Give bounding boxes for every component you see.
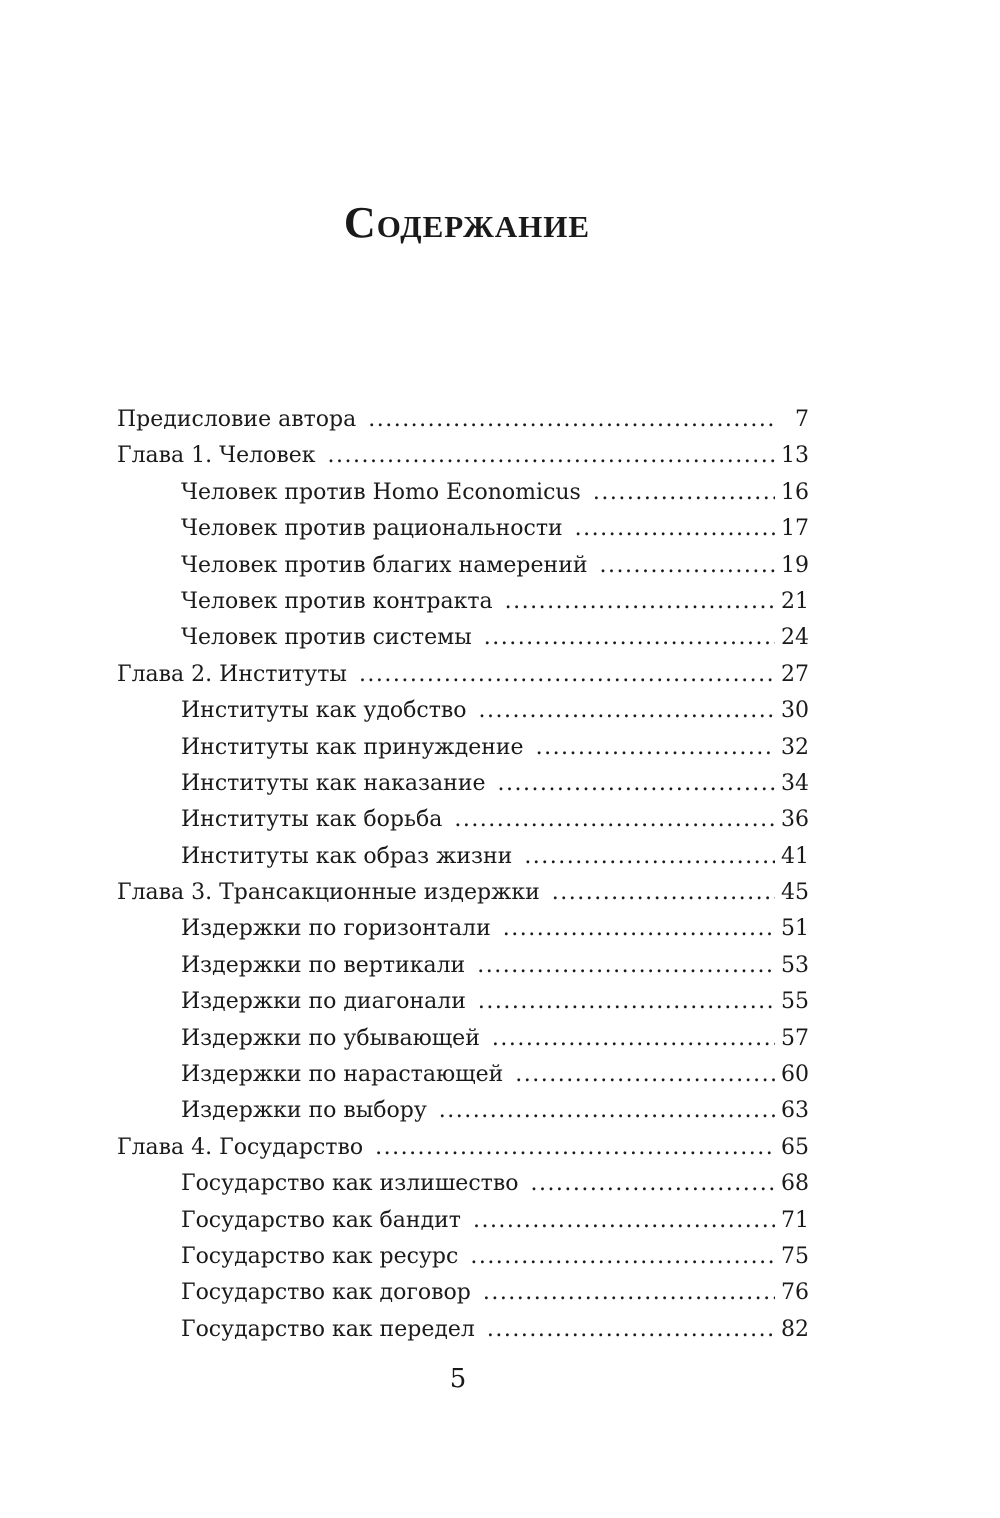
toc-entry-page: 30 xyxy=(781,698,809,724)
dot-leader xyxy=(479,693,775,729)
toc-section-entry xyxy=(117,911,809,947)
dot-leader xyxy=(492,1021,775,1057)
toc-entry-title: Человек против рациональности xyxy=(181,516,563,542)
dot-leader xyxy=(359,657,775,693)
dot-leader xyxy=(439,1093,775,1129)
toc-chapter-entry xyxy=(117,402,809,438)
toc-section-entry xyxy=(117,1166,809,1202)
toc-entry-page: 53 xyxy=(781,952,809,978)
toc-chapter-entry xyxy=(117,657,809,693)
toc-entry-page: 75 xyxy=(781,1243,809,1269)
dot-leader xyxy=(328,438,775,474)
toc-entry-page: 19 xyxy=(781,552,809,578)
dot-leader xyxy=(473,1203,775,1239)
dot-leader xyxy=(515,1057,775,1093)
toc-entry-page: 55 xyxy=(781,989,809,1015)
toc-entry-title: Издержки по убывающей xyxy=(181,1025,480,1051)
toc-section-entry xyxy=(117,693,809,729)
toc-section-entry xyxy=(117,948,809,984)
toc-entry-page: 65 xyxy=(781,1134,809,1160)
toc-chapter-entry xyxy=(117,1130,809,1166)
dot-leader xyxy=(368,402,777,438)
dot-leader xyxy=(530,1166,775,1202)
toc-entry-title: Институты как удобство xyxy=(181,698,467,724)
toc-entry-page: 21 xyxy=(781,588,809,614)
toc-entry-title: Институты как наказание xyxy=(181,770,486,796)
toc-entry-title: Издержки по нарастающей xyxy=(181,1062,504,1088)
toc-entry-title: Глава 3. Трансакционные издержки xyxy=(117,880,540,906)
toc-section-entry xyxy=(117,475,809,511)
toc-section-entry xyxy=(117,1021,809,1057)
dot-leader xyxy=(575,511,775,547)
toc-section-entry xyxy=(117,984,809,1020)
toc-entry-page: 27 xyxy=(781,661,809,687)
toc-entry-title: Издержки по горизонтали xyxy=(181,916,491,942)
toc-section-entry xyxy=(117,620,809,656)
toc-entry-title: Глава 1. Человек xyxy=(117,443,316,469)
toc-entry-title: Человек против системы xyxy=(181,625,472,651)
toc-section-entry xyxy=(117,802,809,838)
toc-entry-page: 71 xyxy=(781,1207,809,1233)
toc-section-entry xyxy=(117,1057,809,1093)
toc-entry-title: Институты как борьба xyxy=(181,807,443,833)
toc-entry-page: 36 xyxy=(781,807,809,833)
toc-section-entry xyxy=(117,511,809,547)
toc-section-entry xyxy=(117,1093,809,1129)
toc-section-entry xyxy=(117,766,809,802)
dot-leader xyxy=(454,802,775,838)
dot-leader xyxy=(483,1275,775,1311)
dot-leader xyxy=(470,1239,775,1275)
toc-chapter-entry xyxy=(117,875,809,911)
toc-entry-title: Глава 4. Государство xyxy=(117,1134,364,1160)
dot-leader xyxy=(524,839,775,875)
dot-leader xyxy=(487,1312,775,1348)
toc-entry-title: Издержки по диагонали xyxy=(181,989,466,1015)
dot-leader xyxy=(498,766,775,802)
table-of-contents xyxy=(117,402,809,1348)
dot-leader xyxy=(593,475,775,511)
toc-entry-title: Глава 2. Институты xyxy=(117,661,347,687)
toc-entry-title: Издержки по выбору xyxy=(181,1098,427,1124)
toc-entry-page: 34 xyxy=(781,770,809,796)
toc-chapter-entry xyxy=(117,438,809,474)
toc-entry-page: 17 xyxy=(781,516,809,542)
toc-entry-page: 57 xyxy=(781,1025,809,1051)
toc-entry-title: Государство как ресурс xyxy=(181,1243,459,1269)
toc-section-entry xyxy=(117,1275,809,1311)
toc-entry-page: 45 xyxy=(781,880,809,906)
toc-entry-page: 13 xyxy=(781,443,809,469)
toc-entry-title: Государство как договор xyxy=(181,1280,471,1306)
toc-section-entry xyxy=(117,1312,809,1348)
toc-entry-title: Издержки по вертикали xyxy=(181,952,466,978)
toc-entry-page: 41 xyxy=(781,843,809,869)
dot-leader xyxy=(552,875,775,911)
toc-entry-title: Человек против Homo Economicus xyxy=(181,479,581,505)
toc-entry-title: Государство как излишество xyxy=(181,1171,519,1197)
toc-section-entry xyxy=(117,584,809,620)
dot-leader xyxy=(477,948,775,984)
toc-entry-page: 51 xyxy=(781,916,809,942)
toc-section-entry xyxy=(117,1239,809,1275)
dot-leader xyxy=(505,584,775,620)
toc-entry-page: 68 xyxy=(781,1171,809,1197)
toc-entry-title: Человек против благих намерений xyxy=(181,552,588,578)
toc-entry-page: 32 xyxy=(781,734,809,760)
toc-entry-page: 7 xyxy=(795,407,809,432)
toc-entry-page: 24 xyxy=(781,625,809,651)
toc-entry-title: Государство как передел xyxy=(181,1316,475,1342)
toc-section-entry xyxy=(117,548,809,584)
toc-entry-title: Государство как бандит xyxy=(181,1207,461,1233)
dot-leader xyxy=(478,984,775,1020)
dot-leader xyxy=(375,1130,775,1166)
dot-leader xyxy=(536,730,775,766)
toc-entry-title: Человек против контракта xyxy=(181,588,493,614)
toc-section-entry xyxy=(117,1203,809,1239)
toc-entry-page: 16 xyxy=(781,479,809,505)
toc-section-entry xyxy=(117,730,809,766)
page-title: Содержание xyxy=(343,198,591,248)
toc-entry-page: 60 xyxy=(781,1062,809,1088)
toc-entry-page: 82 xyxy=(781,1316,809,1342)
toc-entry-title: Предисловие автора xyxy=(117,407,357,432)
toc-entry-title: Институты как принуждение xyxy=(181,734,524,760)
toc-entry-page: 76 xyxy=(781,1280,809,1306)
toc-entry-page: 63 xyxy=(781,1098,809,1124)
toc-section-entry xyxy=(117,839,809,875)
toc-entry-title: Институты как образ жизни xyxy=(181,843,513,869)
page-number: 5 xyxy=(449,1364,467,1394)
dot-leader xyxy=(503,911,775,947)
dot-leader xyxy=(600,548,775,584)
dot-leader xyxy=(484,620,775,656)
